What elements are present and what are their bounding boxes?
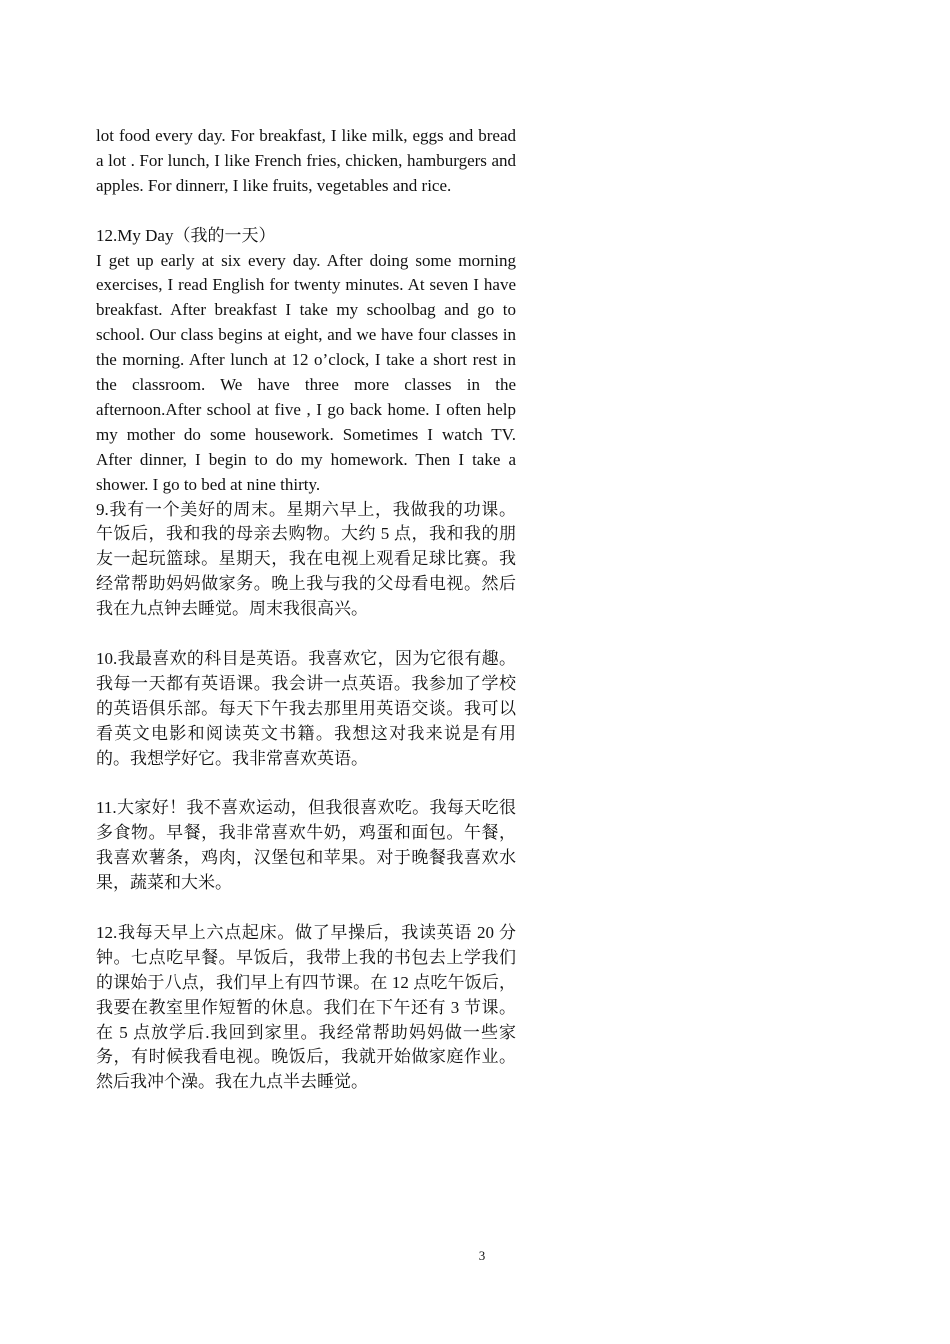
blank-line — [96, 199, 516, 224]
paragraph-chinese-10: 10.我最喜欢的科目是英语。我喜欢它，因为它很有趣。我每一天都有英语课。我会讲一点英语。我参加了学校的英语俱乐部。每天下午我去那里用英语交谈。我可以看英文电影和阅读英文书籍。我想这对我来说是有用的。我想学好它。我非常喜欢英语。 — [96, 649, 516, 768]
paragraph-food-ending: lot food every day. For breakfast, I like milk, eggs and bread a lot . For lunch, I like French fries, chicken, hamburgers and apples. For dinnerr, I like fruits, vegetables and rice. — [96, 126, 516, 195]
blank-line — [96, 622, 516, 647]
paragraph-chinese-9: 9.我有一个美好的周末。星期六早上，我做我的功课。午饭后，我和我的母亲去购物。大约 5 点，我和我的朋友一起玩篮球。星期天，我在电视上观看足球比赛。我经常帮助妈妈做家务。晚上我与我的父母看电视。然后我在九点钟去睡觉。周末我很高兴。 — [96, 499, 516, 619]
paragraph-chinese-12: 12.我每天早上六点起床。做了早操后，我读英语 20 分钟。七点吃早餐。早饭后，我带上我的书包去上学我们的课始于八点，我们早上有四节课。在 12 点吃午饭后，我要在教室里作短暂的休息。我们在下午还有 3 节课。在 5 点放学后.我回到家里。我经常帮助妈妈做一些家务，有时候我看电视。晚饭后，我就开始做家庭作业。然后我冲个澡。我在九点半去睡觉。 — [96, 922, 516, 1092]
paragraph-my-day: I get up early at six every day. After doing some morning exercises, I read English for twenty minutes. At seven I have breakfast. After breakfast I take my schoolbag and go to school. Our class begins at eight, and we have four classes in the morning. After lunch at 12 o’clock, I take a short rest in the classroom. We have three more classes in the afternoon.After school at five , I go back home. I often help my mother do some housework. Sometimes I watch TV. After dinner, I begin to do my homework. Then I take a shower. I go to bed at nine thirty. — [96, 250, 516, 494]
text-column — [96, 124, 516, 1095]
blank-line — [96, 896, 516, 921]
heading-my-day: 12.My Day（我的一天） — [96, 225, 276, 245]
paragraph-chinese-11: 11.大家好！我不喜欢运动，但我很喜欢吃。我每天吃很多食物。早餐，我非常喜欢牛奶，鸡蛋和面包。午餐，我喜欢薯条，鸡肉，汉堡包和苹果。对于晚餐我喜欢水果，蔬菜和大米。 — [96, 798, 516, 893]
blank-line — [96, 772, 516, 797]
page-number: 3 — [478, 1248, 486, 1263]
